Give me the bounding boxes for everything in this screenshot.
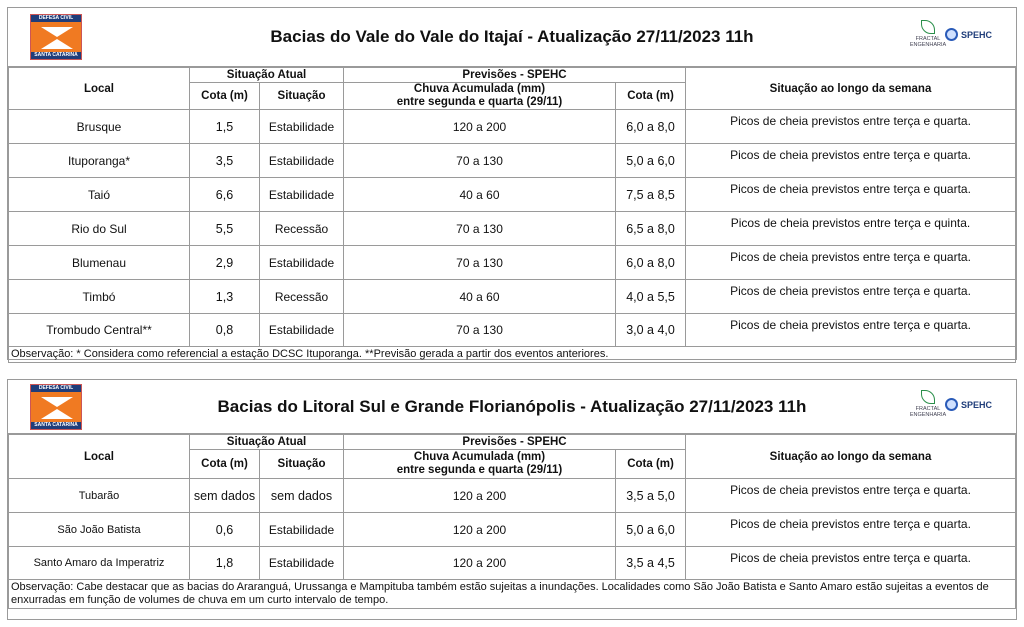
cell-local: São João Batista (9, 513, 190, 547)
note-row (9, 347, 1016, 363)
cell-cota: 5,5 (190, 212, 260, 246)
table-note: Observação: * Considera como referencial a estação DCSC Ituporanga. **Previsão gerada a partir dos eventos anteriores. (9, 347, 1016, 363)
table-row (9, 547, 1016, 580)
spehc-logo-text: SPEHC (960, 29, 992, 40)
cell-cota-prev: 6,0 a 8,0 (616, 110, 686, 144)
cell-cota-prev: 4,0 a 5,5 (616, 280, 686, 314)
cell-cota-prev: 3,5 a 5,0 (616, 479, 686, 513)
forecast-table (8, 434, 1016, 609)
cell-cota: 1,5 (190, 110, 260, 144)
cell-cota: 2,9 (190, 246, 260, 280)
cell-local: Taió (9, 178, 190, 212)
col-chuva-line2: entre segunda e quarta (29/11) (396, 464, 563, 476)
defesa-civil-logo-bottom: SANTA CATARINA (31, 52, 81, 59)
cell-cota: 0,6 (190, 513, 260, 547)
fractal-logo-text-2: ENGENHARIA (909, 42, 947, 48)
fractal-logo (906, 20, 950, 54)
defesa-civil-logo-top: DEFESA CIVIL (31, 385, 81, 392)
col-cota: Cota (m) (190, 450, 260, 479)
cell-situacao: sem dados (260, 479, 344, 513)
cell-cota-prev: 3,0 a 4,0 (616, 314, 686, 347)
cell-chuva: 70 a 130 (344, 144, 616, 178)
cell-local: Trombudo Central** (9, 314, 190, 347)
col-situacao-atual: Situação Atual (190, 435, 344, 450)
cell-chuva: 120 a 200 (344, 479, 616, 513)
defesa-civil-logo-top: DEFESA CIVIL (31, 15, 81, 22)
cell-situacao: Recessão (260, 280, 344, 314)
table-note: Observação: Cabe destacar que as bacias do Araranguá, Urussanga e Mampituba também estão sujeitas a inundações. Localidades como São João Batista e Santo Amaro estão sujeitas a eventos de enxurradas em função de volumes de chuva em um curto intervalo de tempo. (9, 580, 1016, 609)
header-row-1 (9, 68, 1016, 83)
cell-local: Tubarão (9, 479, 190, 513)
cell-chuva: 40 a 60 (344, 178, 616, 212)
col-situacao-atual: Situação Atual (190, 68, 344, 83)
cell-situacao: Estabilidade (260, 144, 344, 178)
panel-header (8, 8, 1016, 67)
cell-semana: Picos de cheia previstos entre terça e quarta. (686, 280, 1016, 314)
col-chuva (344, 83, 616, 110)
cell-chuva: 70 a 130 (344, 212, 616, 246)
cell-cota: 0,8 (190, 314, 260, 347)
col-previsoes: Previsões - SPEHC (344, 435, 686, 450)
cell-semana: Picos de cheia previstos entre terça e quarta. (686, 547, 1016, 580)
cell-semana: Picos de cheia previstos entre terça e quarta. (686, 314, 1016, 347)
cell-situacao: Estabilidade (260, 314, 344, 347)
cell-situacao: Estabilidade (260, 178, 344, 212)
table-row (9, 212, 1016, 246)
cell-chuva: 70 a 130 (344, 246, 616, 280)
table-row (9, 178, 1016, 212)
forecast-table (8, 67, 1016, 363)
cell-cota-prev: 3,5 a 4,5 (616, 547, 686, 580)
cell-cota-prev: 7,5 a 8,5 (616, 178, 686, 212)
header-row-1 (9, 435, 1016, 450)
cell-semana: Picos de cheia previstos entre terça e quarta. (686, 178, 1016, 212)
cell-local: Santo Amaro da Imperatriz (9, 547, 190, 580)
col-semana: Situação ao longo da semana (686, 68, 1016, 110)
col-chuva-line2: entre segunda e quarta (29/11) (396, 96, 563, 108)
fractal-logo (906, 390, 950, 424)
page-title: Bacias do Vale do Vale do Itajaí - Atualização 27/11/2023 11h (270, 27, 754, 46)
table-row (9, 280, 1016, 314)
cell-situacao: Estabilidade (260, 547, 344, 580)
cell-semana: Picos de cheia previstos entre terça e quarta. (686, 110, 1016, 144)
col-situacao: Situação (260, 83, 344, 110)
table-row (9, 110, 1016, 144)
col-chuva-line1: Chuva Acumulada (mm) (413, 451, 546, 463)
cell-cota: 1,3 (190, 280, 260, 314)
page-title: Bacias do Litoral Sul e Grande Florianópolis - Atualização 27/11/2023 11h (217, 396, 807, 416)
cell-cota-prev: 6,5 a 8,0 (616, 212, 686, 246)
cell-local: Ituporanga* (9, 144, 190, 178)
cell-chuva: 120 a 200 (344, 110, 616, 144)
cell-cota-prev: 5,0 a 6,0 (616, 513, 686, 547)
defesa-civil-logo-bottom: SANTA CATARINA (31, 422, 81, 429)
cell-semana: Picos de cheia previstos entre terça e quarta. (686, 513, 1016, 547)
cell-chuva: 70 a 130 (344, 314, 616, 347)
cell-cota: 3,5 (190, 144, 260, 178)
col-semana: Situação ao longo da semana (686, 435, 1016, 479)
cell-local: Brusque (9, 110, 190, 144)
cell-chuva: 120 a 200 (344, 547, 616, 580)
fractal-logo-text-1: FRACTAL (915, 406, 941, 412)
col-cota: Cota (m) (190, 83, 260, 110)
spehc-globe-icon (945, 398, 958, 411)
table-row (9, 144, 1016, 178)
cell-local: Rio do Sul (9, 212, 190, 246)
spehc-logo-text: SPEHC (960, 399, 992, 410)
cell-situacao: Estabilidade (260, 110, 344, 144)
cell-cota-prev: 5,0 a 6,0 (616, 144, 686, 178)
fractal-logo-text-1: FRACTAL (915, 36, 941, 42)
col-cota-prev: Cota (m) (616, 83, 686, 110)
col-chuva-line1: Chuva Acumulada (mm) (413, 83, 546, 95)
cell-semana: Picos de cheia previstos entre terça e quinta. (686, 212, 1016, 246)
table-row (9, 513, 1016, 547)
table-panel-litoral-sul (7, 379, 1017, 620)
cell-cota: 1,8 (190, 547, 260, 580)
table-panel-vale-itajai (7, 7, 1017, 360)
cell-semana: Picos de cheia previstos entre terça e quarta. (686, 144, 1016, 178)
table-row (9, 314, 1016, 347)
cell-local: Timbó (9, 280, 190, 314)
spehc-logo (945, 398, 992, 411)
cell-situacao: Recessão (260, 212, 344, 246)
cell-situacao: Estabilidade (260, 513, 344, 547)
cell-local: Blumenau (9, 246, 190, 280)
fractal-leaf-icon (921, 390, 935, 404)
fractal-leaf-icon (921, 20, 935, 34)
table-row (9, 246, 1016, 280)
cell-cota-prev: 6,0 a 8,0 (616, 246, 686, 280)
col-local: Local (9, 68, 190, 110)
col-situacao: Situação (260, 450, 344, 479)
cell-cota: 6,6 (190, 178, 260, 212)
cell-cota: sem dados (190, 479, 260, 513)
cell-chuva: 40 a 60 (344, 280, 616, 314)
col-chuva (344, 450, 616, 479)
spehc-logo (945, 28, 992, 41)
col-local: Local (9, 435, 190, 479)
table-row (9, 479, 1016, 513)
cell-semana: Picos de cheia previstos entre terça e quarta. (686, 246, 1016, 280)
note-row (9, 580, 1016, 609)
col-previsoes: Previsões - SPEHC (344, 68, 686, 83)
cell-chuva: 120 a 200 (344, 513, 616, 547)
spehc-globe-icon (945, 28, 958, 41)
cell-situacao: Estabilidade (260, 246, 344, 280)
col-cota-prev: Cota (m) (616, 450, 686, 479)
panel-header (8, 380, 1016, 434)
cell-semana: Picos de cheia previstos entre terça e quarta. (686, 479, 1016, 513)
fractal-logo-text-2: ENGENHARIA (909, 412, 947, 418)
